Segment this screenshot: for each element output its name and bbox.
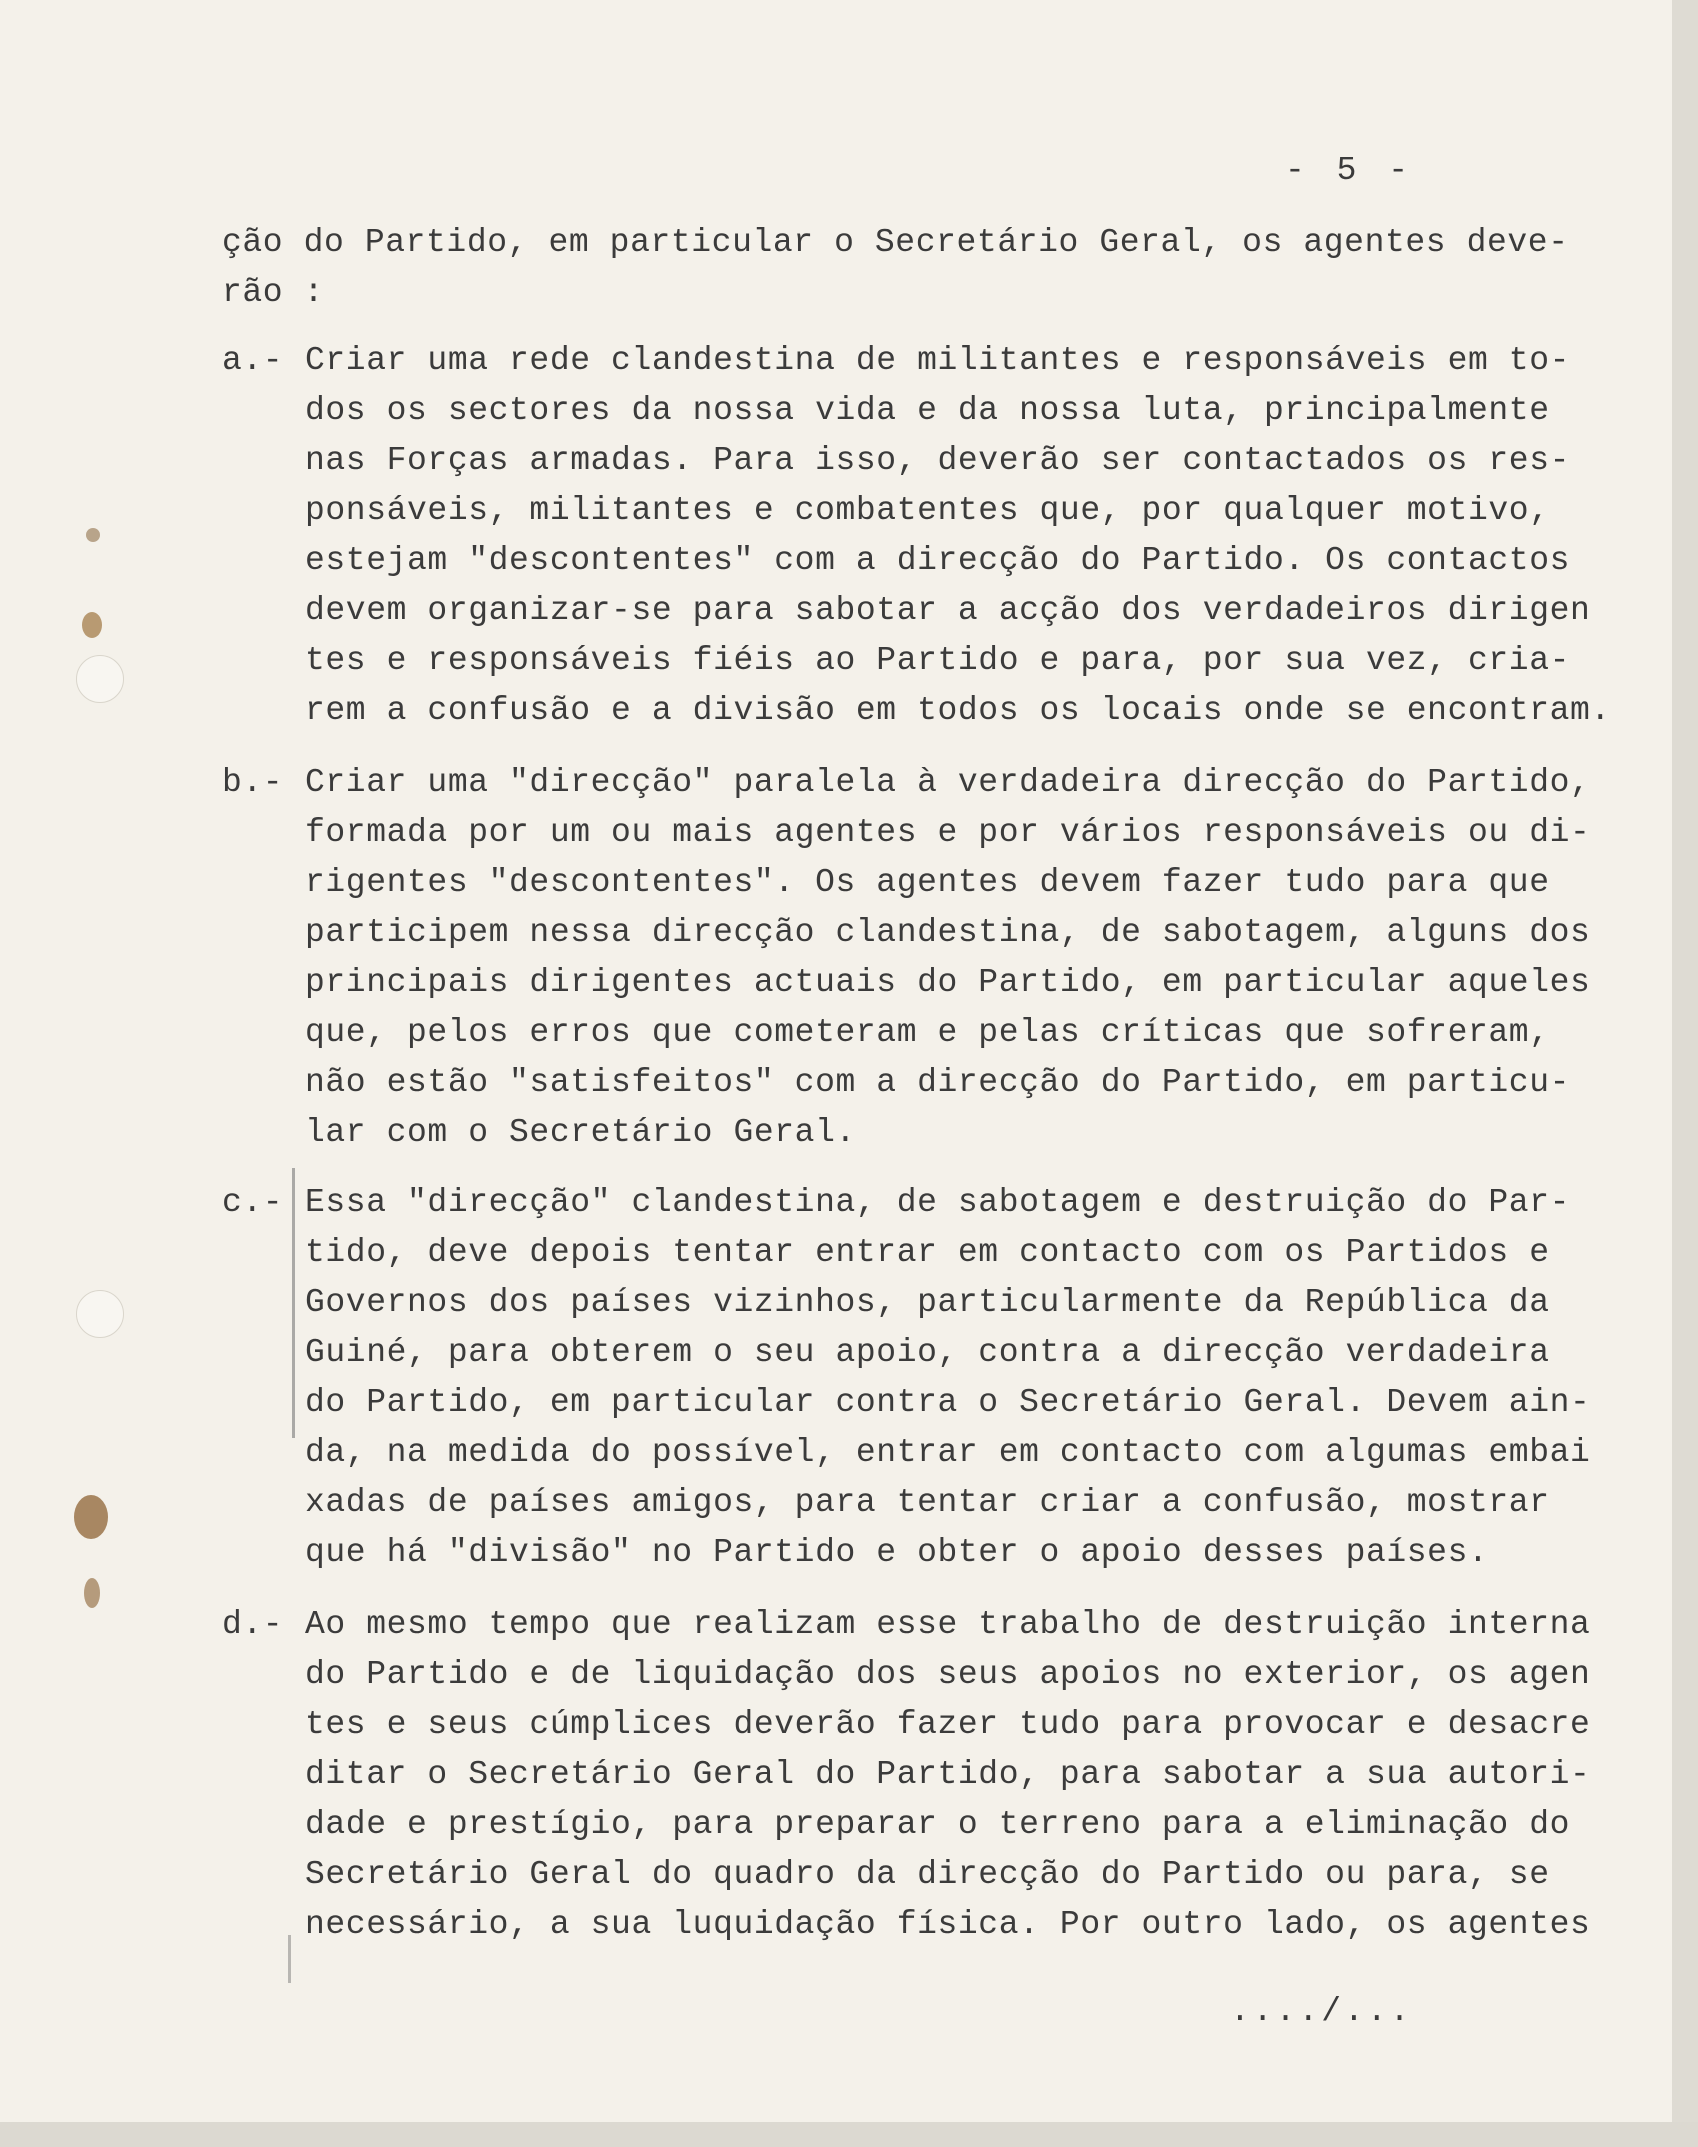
item-line: principais dirigentes actuais do Partido, em particular aqueles	[305, 964, 1591, 1001]
item-line: ditar o Secretário Geral do Partido, para sabotar a sua autori-	[305, 1756, 1591, 1793]
item-label: b.-	[222, 764, 284, 801]
scan-edge-right	[1672, 0, 1698, 2147]
item-line: estejam "descontentes" com a direcção do Partido. Os contactos	[305, 542, 1570, 579]
item-line: rem a confusão e a divisão em todos os locais onde se encontram.	[305, 692, 1611, 729]
margin-mark	[292, 1168, 295, 1438]
item-line: do Partido, em particular contra o Secretário Geral. Devem ain-	[305, 1384, 1591, 1421]
scan-edge-bottom	[0, 2122, 1698, 2147]
item-line: tes e responsáveis fiéis ao Partido e para, por sua vez, cria-	[305, 642, 1570, 679]
item-line: tes e seus cúmplices deverão fazer tudo para provocar e desacre	[305, 1706, 1591, 1743]
item-line: lar com o Secretário Geral.	[305, 1114, 856, 1151]
item-label: c.-	[222, 1184, 284, 1221]
margin-mark	[288, 1935, 291, 1983]
continuation-mark: ..../...	[1230, 1993, 1413, 2030]
item-line: Ao mesmo tempo que realizam esse trabalho de destruição interna	[305, 1606, 1591, 1643]
item-line: necessário, a sua luquidação física. Por outro lado, os agentes	[305, 1906, 1591, 1943]
intro-line: rão :	[222, 274, 325, 311]
item-line: Governos dos países vizinhos, particularmente da República da	[305, 1284, 1550, 1321]
item-label: d.-	[222, 1606, 284, 1643]
item-line: que, pelos erros que cometeram e pelas críticas que sofreram,	[305, 1014, 1550, 1051]
item-line: dos os sectores da nossa vida e da nossa luta, principalmente	[305, 392, 1550, 429]
rust-spot	[84, 1578, 100, 1608]
item-line: do Partido e de liquidação dos seus apoios no exterior, os agen	[305, 1656, 1591, 1693]
item-label: a.-	[222, 342, 284, 379]
item-line: xadas de países amigos, para tentar criar a confusão, mostrar	[305, 1484, 1550, 1521]
punch-hole-middle	[76, 1290, 124, 1338]
item-line: da, na medida do possível, entrar em contacto com algumas embai	[305, 1434, 1591, 1471]
item-line: Criar uma "direcção" paralela à verdadeira direcção do Partido,	[305, 764, 1591, 801]
item-line: formada por um ou mais agentes e por vários responsáveis ou di-	[305, 814, 1591, 851]
page-number: - 5 -	[1285, 152, 1415, 189]
item-line: Guiné, para obterem o seu apoio, contra a direcção verdadeira	[305, 1334, 1550, 1371]
item-line: que há "divisão" no Partido e obter o apoio desses países.	[305, 1534, 1489, 1571]
item-line: não estão "satisfeitos" com a direcção do Partido, em particu-	[305, 1064, 1570, 1101]
item-line: Criar uma rede clandestina de militantes e responsáveis em to-	[305, 342, 1570, 379]
rust-spot	[74, 1495, 108, 1539]
rust-spot	[86, 528, 100, 542]
punch-hole-top	[76, 655, 124, 703]
item-line: tido, deve depois tentar entrar em contacto com os Partidos e	[305, 1234, 1550, 1271]
item-line: rigentes "descontentes". Os agentes devem fazer tudo para que	[305, 864, 1550, 901]
item-line: Essa "direcção" clandestina, de sabotagem e destruição do Par-	[305, 1184, 1570, 1221]
item-line: participem nessa direcção clandestina, de sabotagem, alguns dos	[305, 914, 1591, 951]
item-line: ponsáveis, militantes e combatentes que, por qualquer motivo,	[305, 492, 1550, 529]
item-line: nas Forças armadas. Para isso, deverão ser contactados os res-	[305, 442, 1570, 479]
item-line: devem organizar-se para sabotar a acção dos verdadeiros dirigen	[305, 592, 1591, 629]
item-line: dade e prestígio, para preparar o terreno para a eliminação do	[305, 1806, 1570, 1843]
item-line: Secretário Geral do quadro da direcção do Partido ou para, se	[305, 1856, 1550, 1893]
rust-spot	[82, 612, 102, 638]
intro-line: ção do Partido, em particular o Secretário Geral, os agentes deve-	[222, 224, 1569, 261]
